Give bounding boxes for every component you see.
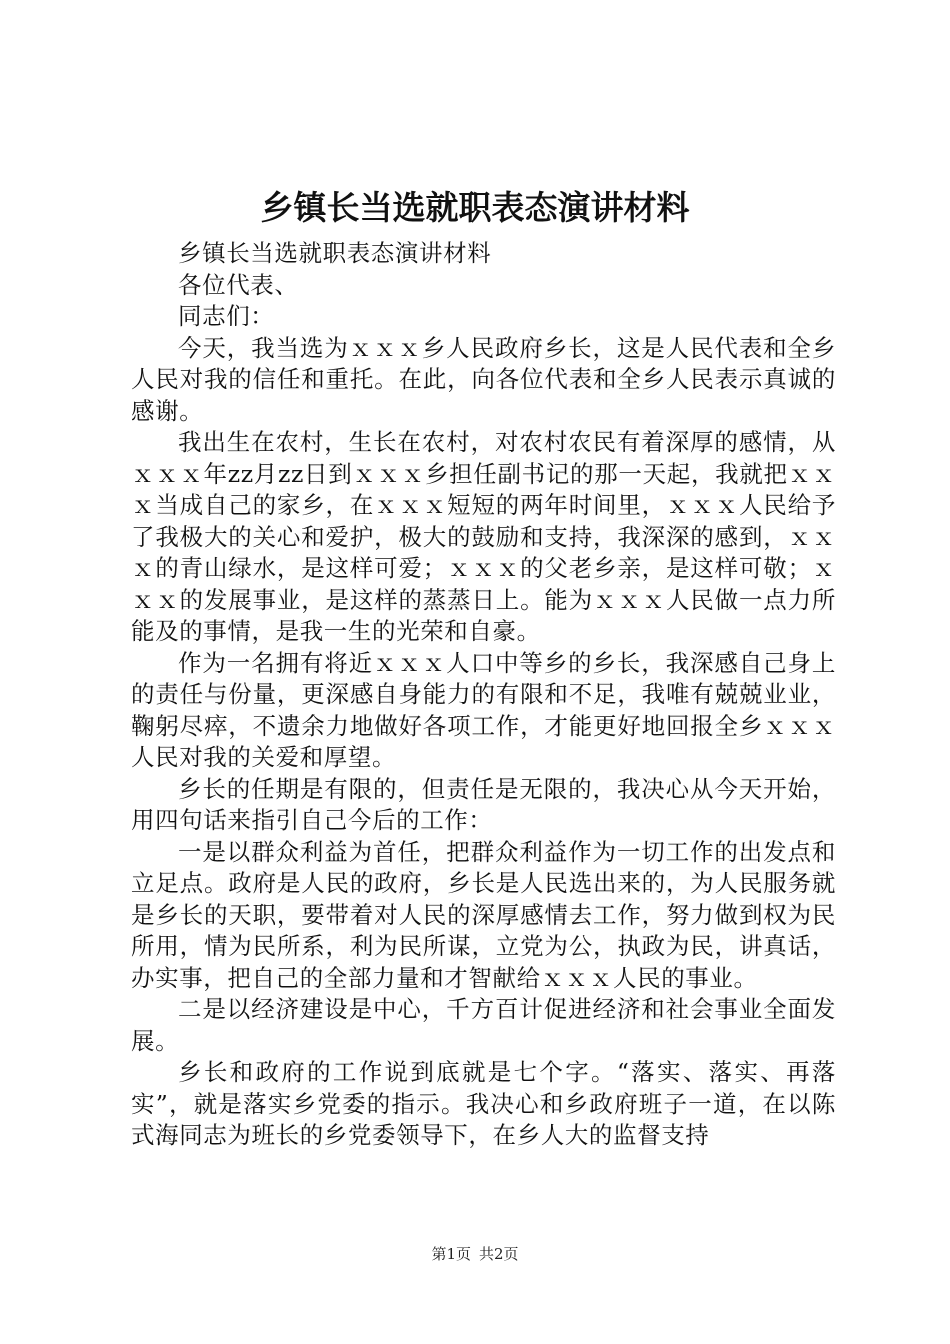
salutation-delegates: 各位代表、 — [178, 270, 299, 299]
body-paragraph: 我出生在农村，生长在农村，对农村农民有着深厚的感情，从ｘｘｘ年zz月zz日到ｘｘｘ乡担任副书记的那一天起，我就把ｘｘｘ当成自己的家乡，在ｘｘｘ短短的两年时间里，ｘｘｘ人民给予了我极大的关心和爱护，极大的鼓励和支持，我深深的感到，ｘｘｘ的青山绿水，是这样可爱；ｘｘｘ的父老乡亲，是这样可敬；ｘｘｘ的发展事业，是这样的蒸蒸日上。能为ｘｘｘ人民做一点力所能及的事情，是我一生的光荣和自豪。 — [131, 428, 836, 645]
page-total: 共2页 — [479, 1245, 519, 1263]
document-body — [131, 238, 836, 1152]
body-paragraph: 乡长的任期是有限的，但责任是无限的，我决心从今天开始，用四句话来指引自己今后的工作： — [131, 774, 836, 834]
page-footer — [0, 1244, 950, 1264]
body-paragraph: 一是以群众利益为首任，把群众利益作为一切工作的出发点和立足点。政府是人民的政府，乡长是人民选出来的，为人民服务就是乡长的天职，要带着对人民的深厚感情去工作，努力做到权为民所用，情为民所系，利为民所谋，立党为公，执政为民，讲真话，办实事，把自己的全部力量和才智献给ｘｘｘ人民的事业。 — [131, 837, 836, 992]
body-paragraph: 作为一名拥有将近ｘｘｘ人口中等乡的乡长，我深感自己身上的责任与份量，更深感自身能力的有限和不足，我唯有兢兢业业，鞠躬尽瘁，不遗余力地做好各项工作，才能更好地回报全乡ｘｘｘ人民对我的关爱和厚望。 — [131, 648, 836, 771]
page-number: 第1页 — [431, 1245, 471, 1263]
body-paragraph: 今天，我当选为ｘｘｘ乡人民政府乡长，这是人民代表和全乡人民对我的信任和重托。在此，向各位代表和全乡人民表示真诚的感谢。 — [131, 333, 836, 425]
body-paragraph: 乡长和政府的工作说到底就是七个字。“落实、落实、再落实”，就是落实乡党委的指示。我决心和乡政府班子一道，在以陈式海同志为班长的乡党委领导下，在乡人大的监督支持 — [131, 1058, 836, 1149]
document-title: 乡镇长当选就职表态演讲材料 — [260, 188, 690, 227]
salutation-comrades: 同志们： — [178, 302, 275, 330]
subtitle-paragraph: 乡镇长当选就职表态演讲材料 — [178, 239, 492, 267]
body-paragraph: 二是以经济建设是中心，千方百计促进经济和社会事业全面发展。 — [131, 995, 836, 1055]
